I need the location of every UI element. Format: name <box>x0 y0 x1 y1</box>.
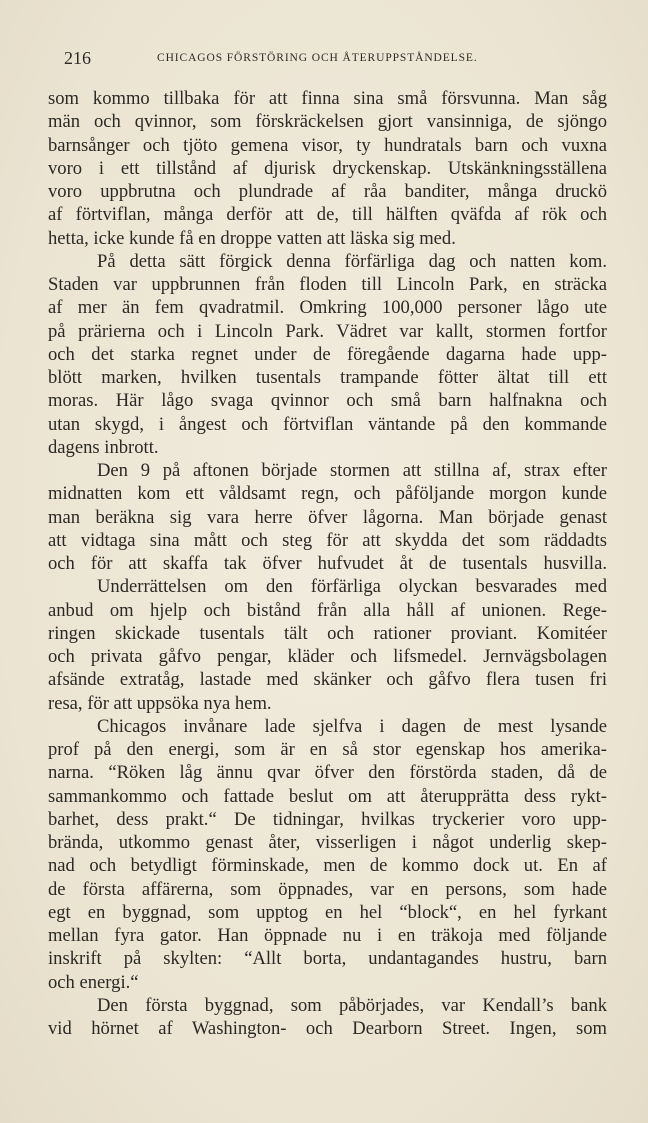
text-line: de första affärerna, som öppnades, var en persons, som hade <box>48 878 607 900</box>
text-line: brända, utkommo genast åter, visserligen i något underlig skep- <box>48 832 607 853</box>
text-line: inskrift på skylten: “Allt borta, undantagandes hustru, barn <box>48 948 607 970</box>
text-line: afsände extratåg, lastade med skänker och gåfvo flera tusen fri <box>48 669 607 691</box>
text-line: män och qvinnor, som förskräckelsen gjort vansinniga, de sjöngo <box>48 111 607 133</box>
text-line: moras. Här lågo svaga qvinnor och små barn halfnakna och <box>48 390 607 412</box>
text-line: och privata gåfvo pengar, kläder och lifsmedel. Jernvägsbolagen <box>48 646 607 667</box>
text-line: man beräkna sig vara herre öfver lågorna. Man började genast <box>48 506 607 528</box>
text-line: af mer än fem qvadratmil. Omkring 100,000 personer lågo ute <box>48 297 607 319</box>
text-line: Den 9 på aftonen började stormen att stillna af, strax efter <box>97 460 607 481</box>
text-line: på prärierna och i Lincoln Park. Vädret var kallt, stormen fortfor <box>48 320 607 342</box>
text-line: vid hörnet af Washington- och Dearborn Street. Ingen, som <box>48 1018 607 1039</box>
text-line: midnatten kom ett våldsamt regn, och påföljande morgon kunde <box>48 483 607 505</box>
text-line: ringen skickade tusentals tält och rationer proviant. Komitéer <box>48 622 607 644</box>
text-line: som kommo tillbaka för att finna sina små försvunna. Man såg <box>48 88 607 109</box>
text-line: af förtviflan, många derför att de, till hälften qväfda af rök och <box>48 204 607 226</box>
text-line: voro i ett tillstånd af djurisk dryckenskap. Utskänkningsställena <box>48 157 607 179</box>
text-line: mellan fyra gator. Han öppnade nu i en träkoja med följande <box>48 925 607 946</box>
text-line: anbud om hjelp och bistånd från alla håll af unionen. Rege- <box>48 599 607 621</box>
text-line: Staden var uppbrunnen från floden till Lincoln Park, en sträcka <box>48 274 607 295</box>
text-line: voro uppbrutna och plundrade af råa banditer, många druckö <box>48 181 607 202</box>
text-line: Chicagos invånare lade sjelfva i dagen de mest lysande <box>97 715 607 737</box>
text-line: Den första byggnad, som påbörjades, var Kendall’s bank <box>97 994 607 1016</box>
text-line: På detta sätt förgick denna förfärliga dag och natten kom. <box>97 250 607 272</box>
text-line: prof på den energi, som är en så stor egenskap hos amerika- <box>48 739 607 760</box>
text-line: barnsånger och tjöto gemena visor, ty hundratals barn och vuxna <box>48 134 607 156</box>
text-line: dagens inbrott. <box>48 436 159 458</box>
text-line: hetta, icke kunde få en droppe vatten att läska sig med. <box>48 227 456 249</box>
text-line: blött marken, hvilken tusentals trampande fötter ältat till ett <box>48 367 607 388</box>
text-line: och energi.“ <box>48 971 139 993</box>
text-line: sammankommo och fattade beslut om att återupprätta dess rykt- <box>48 785 607 807</box>
page-number: 216 <box>64 48 91 68</box>
text-line: Underrättelsen om den förfärliga olyckan besvarades med <box>97 576 607 598</box>
text-line: nad och betydligt förminskade, men de kommo dock ut. En af <box>48 855 607 877</box>
text-line: narna. “Röken låg ännu qvar öfver den förstörda staden, då de <box>48 762 607 784</box>
text-line: utan skygd, i ångest och förtviflan väntande på den kommande <box>48 413 607 435</box>
text-line: egt en byggnad, som upptog en hel “block“, en hel fyrkant <box>48 901 607 923</box>
page-header <box>64 48 604 70</box>
text-line: och för att skaffa tak öfver hufvudet åt de tusentals husvilla. <box>48 553 607 574</box>
running-title: CHICAGOS FÖRSTÖRING OCH ÅTERUPPSTÅNDELSE. <box>157 52 478 64</box>
text-line: barhet, dess prakt.“ De tidningar, hvilkas tryckerier voro upp- <box>48 808 607 830</box>
body-text <box>48 87 607 1040</box>
text-line: att vidtaga sina mått och steg för att skydda det som räddadts <box>48 529 607 551</box>
text-line: och det starka regnet under de föregående dagarna hade upp- <box>48 343 607 365</box>
text-line: resa, för att uppsöka nya hem. <box>48 692 272 714</box>
